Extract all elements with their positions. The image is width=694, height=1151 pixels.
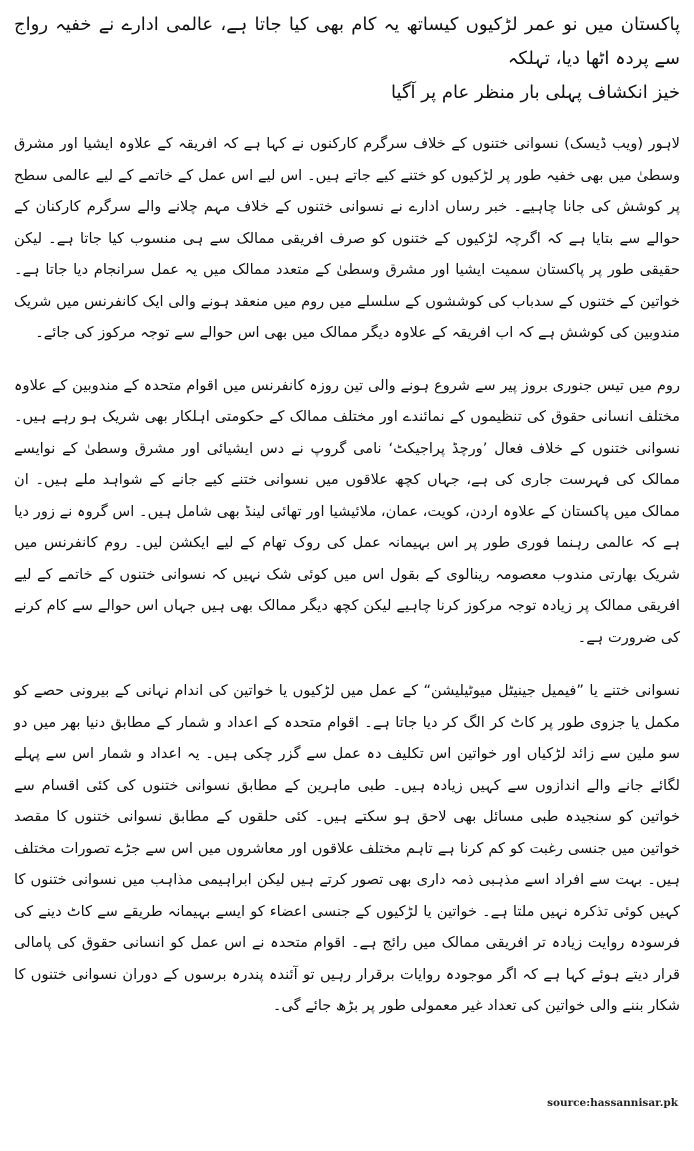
article-headline	[14, 8, 680, 110]
paragraph-2: روم میں تیس جنوری بروز پیر سے شروع ہونے والی تین روزہ کانفرنس میں اقوام متحدہ کے مندوبین کے علاوہ مختلف انسانی حقوق کی تنظیموں کے نمائندے اور مختلف ممالک کے حکومتی اہلکار بھی شریک ہو رہے ہیں۔ نسوانی ختنوں کے خلاف فعال ’ورچڈ پراجیکٹ‘ نامی گروپ نے دس ایشیائی اور مشرق وسطیٰ کے نوایسے ممالک کی فہرست جاری کی ہے، جہاں کچھ علاقوں میں نسوانی ختنے کیے جانے کے شواہد ملے ہیں۔ ان ممالک میں پاکستان کے علاوہ اردن، کویت، عمان، ملائیشیا اور تھائی لینڈ بھی شامل ہیں۔ اس گروہ نے زور دیا ہے کہ عالمی رہنما فوری طور پر اس بہیمانہ عمل کی روک تھام کے لیے ایکشن لیں۔ روم کانفرنس میں شریک بھارتی مندوب معصومہ رینالوی کے بقول اس میں کوئی شک نہیں کہ نسوانی ختنوں کے خاتمے کے لیے افریقی ممالک پر زیادہ توجہ مرکوز کرنا چاہیے لیکن کچھ دیگر ممالک بھی ہیں جہاں اس حوالے سے کام کرنے کی ضرورت ہے۔	[14, 376, 680, 646]
headline-line-1: پاکستان میں نو عمر لڑکیوں کیساتھ یہ کام بھی کیا جاتا ہے، عالمی ادارے نے خفیہ رواج سے پردہ اٹھا دیا، تہلکہ	[14, 14, 680, 69]
paragraph-1: لاہور (ویب ڈیسک) نسوانی ختنوں کے خلاف سرگرم کارکنوں نے کہا ہے کہ افریقہ کے علاوہ ایشیا اور مشرق وسطیٰ میں بھی خفیہ طور پر لڑکیوں کو ختنے کیے جاتے ہیں۔ اس لیے اس عمل کے خاتمے کے لیے عالمی سطح پر کوشش کی جانا چاہیے۔ خبر رساں ادارے نے نسوانی ختنوں کے خلاف مہم چلانے والے سرگرم کارکنان کے حوالے سے بتایا ہے کہ اگرچہ لڑکیوں کے ختنوں کو صرف افریقی ممالک سے ہی منسوب کیا جاتا ہے۔ لیکن حقیقی طور پر پاکستان سمیت ایشیا اور مشرق وسطیٰ کے متعدد ممالک میں یہ عمل سرانجام دیا جاتا ہے۔ خواتین کے ختنوں کے سدباب کی کوششوں کے سلسلے میں روم میں منعقد ہونے والی ایک کانفرنس میں شریک مندوبین کی کوشش ہے کہ اب افریقہ کے علاوہ دیگر ممالک میں بھی اس حوالے سے توجہ مرکوز کی جائے۔	[14, 135, 680, 341]
headline-line-2: خیز انکشاف پہلی بار منظر عام پر آگیا	[391, 82, 680, 103]
paragraph-3: نسوانی ختنے یا ”فیمیل جینیٹل میوٹیلیشن“ کے عمل میں لڑکیوں یا خواتین کی اندام نہانی کے بیرونی حصے کو مکمل یا جزوی طور پر کاٹ کر الگ کر دیا جاتا ہے۔ اقوام متحدہ کے اعداد و شمار کے مطابق دنیا بھر میں دو سو ملین سے زائد لڑکیاں اور خواتین اس تکلیف دہ عمل سے گزر چکی ہیں۔ یہ اعداد و شمار اس سے پہلے لگائے جانے والے اندازوں سے کہیں زیادہ ہیں۔ طبی ماہرین کے مطابق نسوانی ختنوں کی کئی اقسام سے خواتین کو سنجیدہ طبی مسائل بھی لاحق ہو سکتے ہیں۔ کئی حلقوں کے مطابق نسوانی ختنوں کا مقصد خواتین میں جنسی رغبت کو کم کرنا ہے تاہم مختلف علاقوں اور معاشروں میں اس سے جڑے تصورات مختلف ہیں۔ بہت سے افراد اسے مذہبی ذمہ داری بھی تصور کرتے ہیں لیکن ابراہیمی مذاہب میں نسوانی ختنوں کا کہیں کوئی تذکرہ نہیں ملتا ہے۔ خواتین یا لڑکیوں کے جنسی اعضاء کو ایسے بہیمانہ طریقے سے کاٹ دینے کی فرسودہ روایت زیادہ تر افریقی ممالک میں رائج ہے۔ اقوام متحدہ نے اس عمل کو انسانی حقوق کی پامالی قرار دیتے ہوئے کہا ہے کہ اگر موجودہ روایات برقرار رہیں تو آئندہ پندرہ برسوں کے دوران نسوانی ختنوں کا شکار بننے والی خواتین کی تعداد غیر معمولی طور پر بڑھ جائے گی۔	[14, 682, 680, 1014]
source-credit: source:hassannisar.pk	[547, 1097, 678, 1109]
